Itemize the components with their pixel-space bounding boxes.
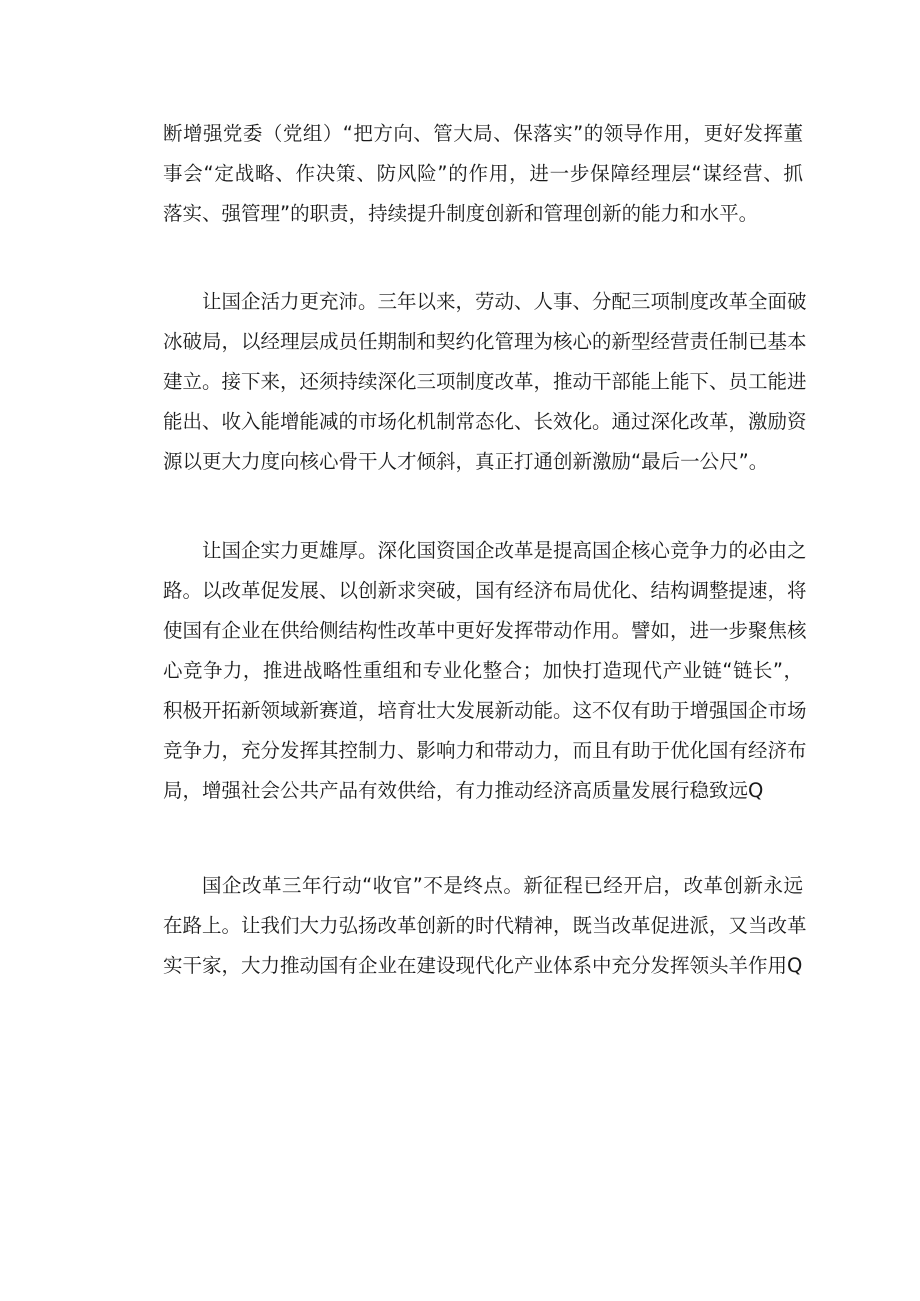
paragraph-line: 实干家，大力推动国有企业在建设现代化产业体系中充分发挥领头羊作用Q xyxy=(163,954,803,977)
paragraph-line: 竞争力，充分发挥其控制力、影响力和带动力，而且有助于优化国有经济布 xyxy=(163,739,807,762)
paragraph-line: 局，增强社会公共产品有效供给，有力推动经济高质量发展行稳致远Q xyxy=(163,779,764,802)
paragraph xyxy=(163,282,807,482)
paragraph-line: 断增强党委（党组）“把方向、管大局、保落实”的领导作用，更好发挥董 xyxy=(163,122,803,145)
paragraph-line: 让国企实力更雄厚。深化国资国企改革是提高国企核心竞争力的必由之 xyxy=(202,539,807,562)
paragraph-line: 冰破局，以经理层成员任期制和契约化管理为核心的新型经营责任制已基本 xyxy=(163,330,807,353)
paragraph-line: 建立。接下来，还须持续深化三项制度改革，推动干部能上能下、员工能进 xyxy=(163,370,807,393)
paragraph-line: 国企改革三年行动“收官”不是终点。新征程已经开启，改革创新永远 xyxy=(202,874,803,897)
paragraph xyxy=(163,114,803,234)
paragraph-line: 源以更大力度向核心骨干人才倾斜，真正打通创新激励“最后一公尺”。 xyxy=(163,450,769,473)
paragraph-line: 在路上。让我们大力弘扬改革创新的时代精神，既当改革促进派，又当改革 xyxy=(163,914,807,937)
paragraph-line: 能出、收入能增能减的市场化机制常态化、长效化。通过深化改革，激励资 xyxy=(163,410,807,433)
paragraph xyxy=(163,531,807,811)
paragraph-line: 积极开拓新领域新赛道，培育壮大发展新动能。这不仅有助于增强国企市场 xyxy=(163,699,807,722)
paragraph-line: 落实、强管理”的职责，持续提升制度创新和管理创新的能力和水平。 xyxy=(163,202,759,225)
paragraph-line: 路。以改革促发展、以创新求突破，国有经济布局优化、结构调整提速，将 xyxy=(163,579,807,602)
paragraph-line: 心竞争力，推进战略性重组和专业化整合；加快打造现代产业链“链长”， xyxy=(163,659,803,682)
paragraph-line: 让国企活力更充沛。三年以来，劳动、人事、分配三项制度改革全面破 xyxy=(202,290,807,313)
paragraph xyxy=(163,866,807,986)
paragraph-line: 事会“定战略、作决策、防风险”的作用，进一步保障经理层“谋经营、抓 xyxy=(163,162,803,185)
paragraph-line: 使国有企业在供给侧结构性改革中更好发挥带动作用。譬如，进一步聚焦核 xyxy=(163,619,807,642)
